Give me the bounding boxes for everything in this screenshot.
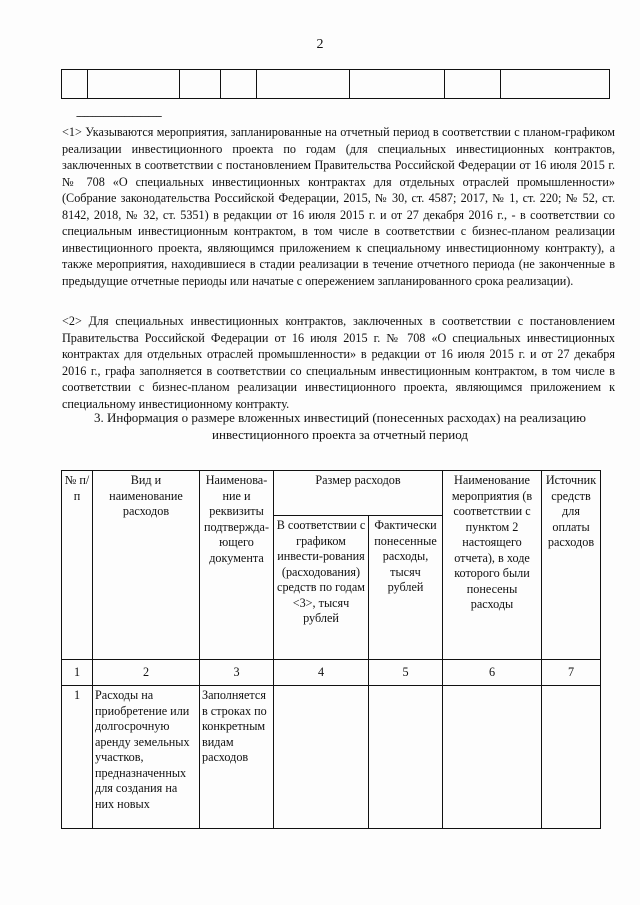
header-row (62, 471, 601, 516)
footnote-2: <2> Для специальных инвестиционных контрактов, заключенных в соответствии с постановлением Правительства Российской Федерации от 16 июля 2015 г. № 708 «О специальных инвестиционных контрактах для отдельных отраслей промышленности» в редакции от 16 июля 2015 г. и от 27 декабря 2016 г., графа заполняется в соответствии со специальным инвестиционным контрактом, в том числе в соответствии с бизнес-планом реализации инвестиционного проекта, являющимся приложением к специальному инвестиционному контракту. (62, 314, 615, 411)
table-cell (62, 70, 88, 99)
row-source (542, 686, 601, 829)
row-actual (369, 686, 443, 829)
row-planned (274, 686, 369, 829)
header-source: Источник средств для оплаты расходов (542, 471, 601, 660)
investments-table (61, 470, 601, 829)
column-number: 1 (62, 660, 93, 686)
header-size: Размер расходов (274, 471, 443, 516)
column-numbers-row (62, 660, 601, 686)
table-cell (221, 70, 257, 99)
table-row (62, 686, 601, 829)
column-number: 7 (542, 660, 601, 686)
row-document: Заполняется в строках по конкретным видам расходов (200, 686, 274, 829)
table-cell (180, 70, 221, 99)
column-number: 4 (274, 660, 369, 686)
page-number: 2 (316, 37, 324, 52)
header-document: Наименова-ние и реквизиты подтвержда-ющего документа (200, 471, 274, 660)
table-cell (501, 70, 610, 99)
row-type: Расходы на приобретение или долгосрочную аренду земельных участков, предназначенных для создания на них новых (93, 686, 200, 829)
header-event: Наименование мероприятия (в соответствии с пунктом 2 настоящего отчета), в ходе которого были понесены расходы (443, 471, 542, 660)
column-number: 5 (369, 660, 443, 686)
row-event (443, 686, 542, 829)
column-number: 6 (443, 660, 542, 686)
header-num: № п/п (62, 471, 93, 660)
column-number: 2 (93, 660, 200, 686)
section-heading: 3. Информация о размере вложенных инвестиций (понесенных расходах) на реализацию инвестиционного проекта за отчетный период (94, 410, 586, 442)
header-type: Вид и наименование расходов (93, 471, 200, 660)
footnote-separator: -------------------------------- (76, 110, 162, 122)
table-cell (257, 70, 350, 99)
table-cell (350, 70, 445, 99)
header-actual: Фактически понесенные расходы, тысяч рублей (369, 516, 443, 660)
row-num: 1 (62, 686, 93, 829)
footnote-1: <1> Указываются мероприятия, запланированные на отчетный период в соответствии с планом-графиком реализации инвестиционного проекта по годам (для специальных инвестиционных контрактов, заключенных в соответствии с постановлением Правительства Российской Федерации от 16 июля 2015 г. № 708 «О специальных инвестиционных контрактах для отдельных отраслей промышленности» (Собрание законодательства Российской Федерации, 2015, № 30, ст. 4587; 2017, № 1, ст. 220; № 52, ст. 8142, 2018, № 32, ст. 5351) в редакции от 16 июля 2015 г. и от 27 декабря 2016 г., - в соответствии со специальным инвестиционным контрактом, в том числе в соответствии с бизнес-планом реализации инвестиционного проекта, являющимся приложением к специальному инвестиционному контракту), а также мероприятия, находившиеся в стадии реализации в течение отчетного периода (не законченные в предыдущие отчетные периоды или начатые с опережением запланированного срока реализации). (62, 125, 615, 288)
header-planned: В соответствии с графиком инвести-рования (расходования) средств по годам <3>, тысяч рублей (274, 516, 369, 660)
table-cell (445, 70, 501, 99)
column-number: 3 (200, 660, 274, 686)
table-cell (88, 70, 180, 99)
previous-table-continuation (61, 69, 610, 99)
